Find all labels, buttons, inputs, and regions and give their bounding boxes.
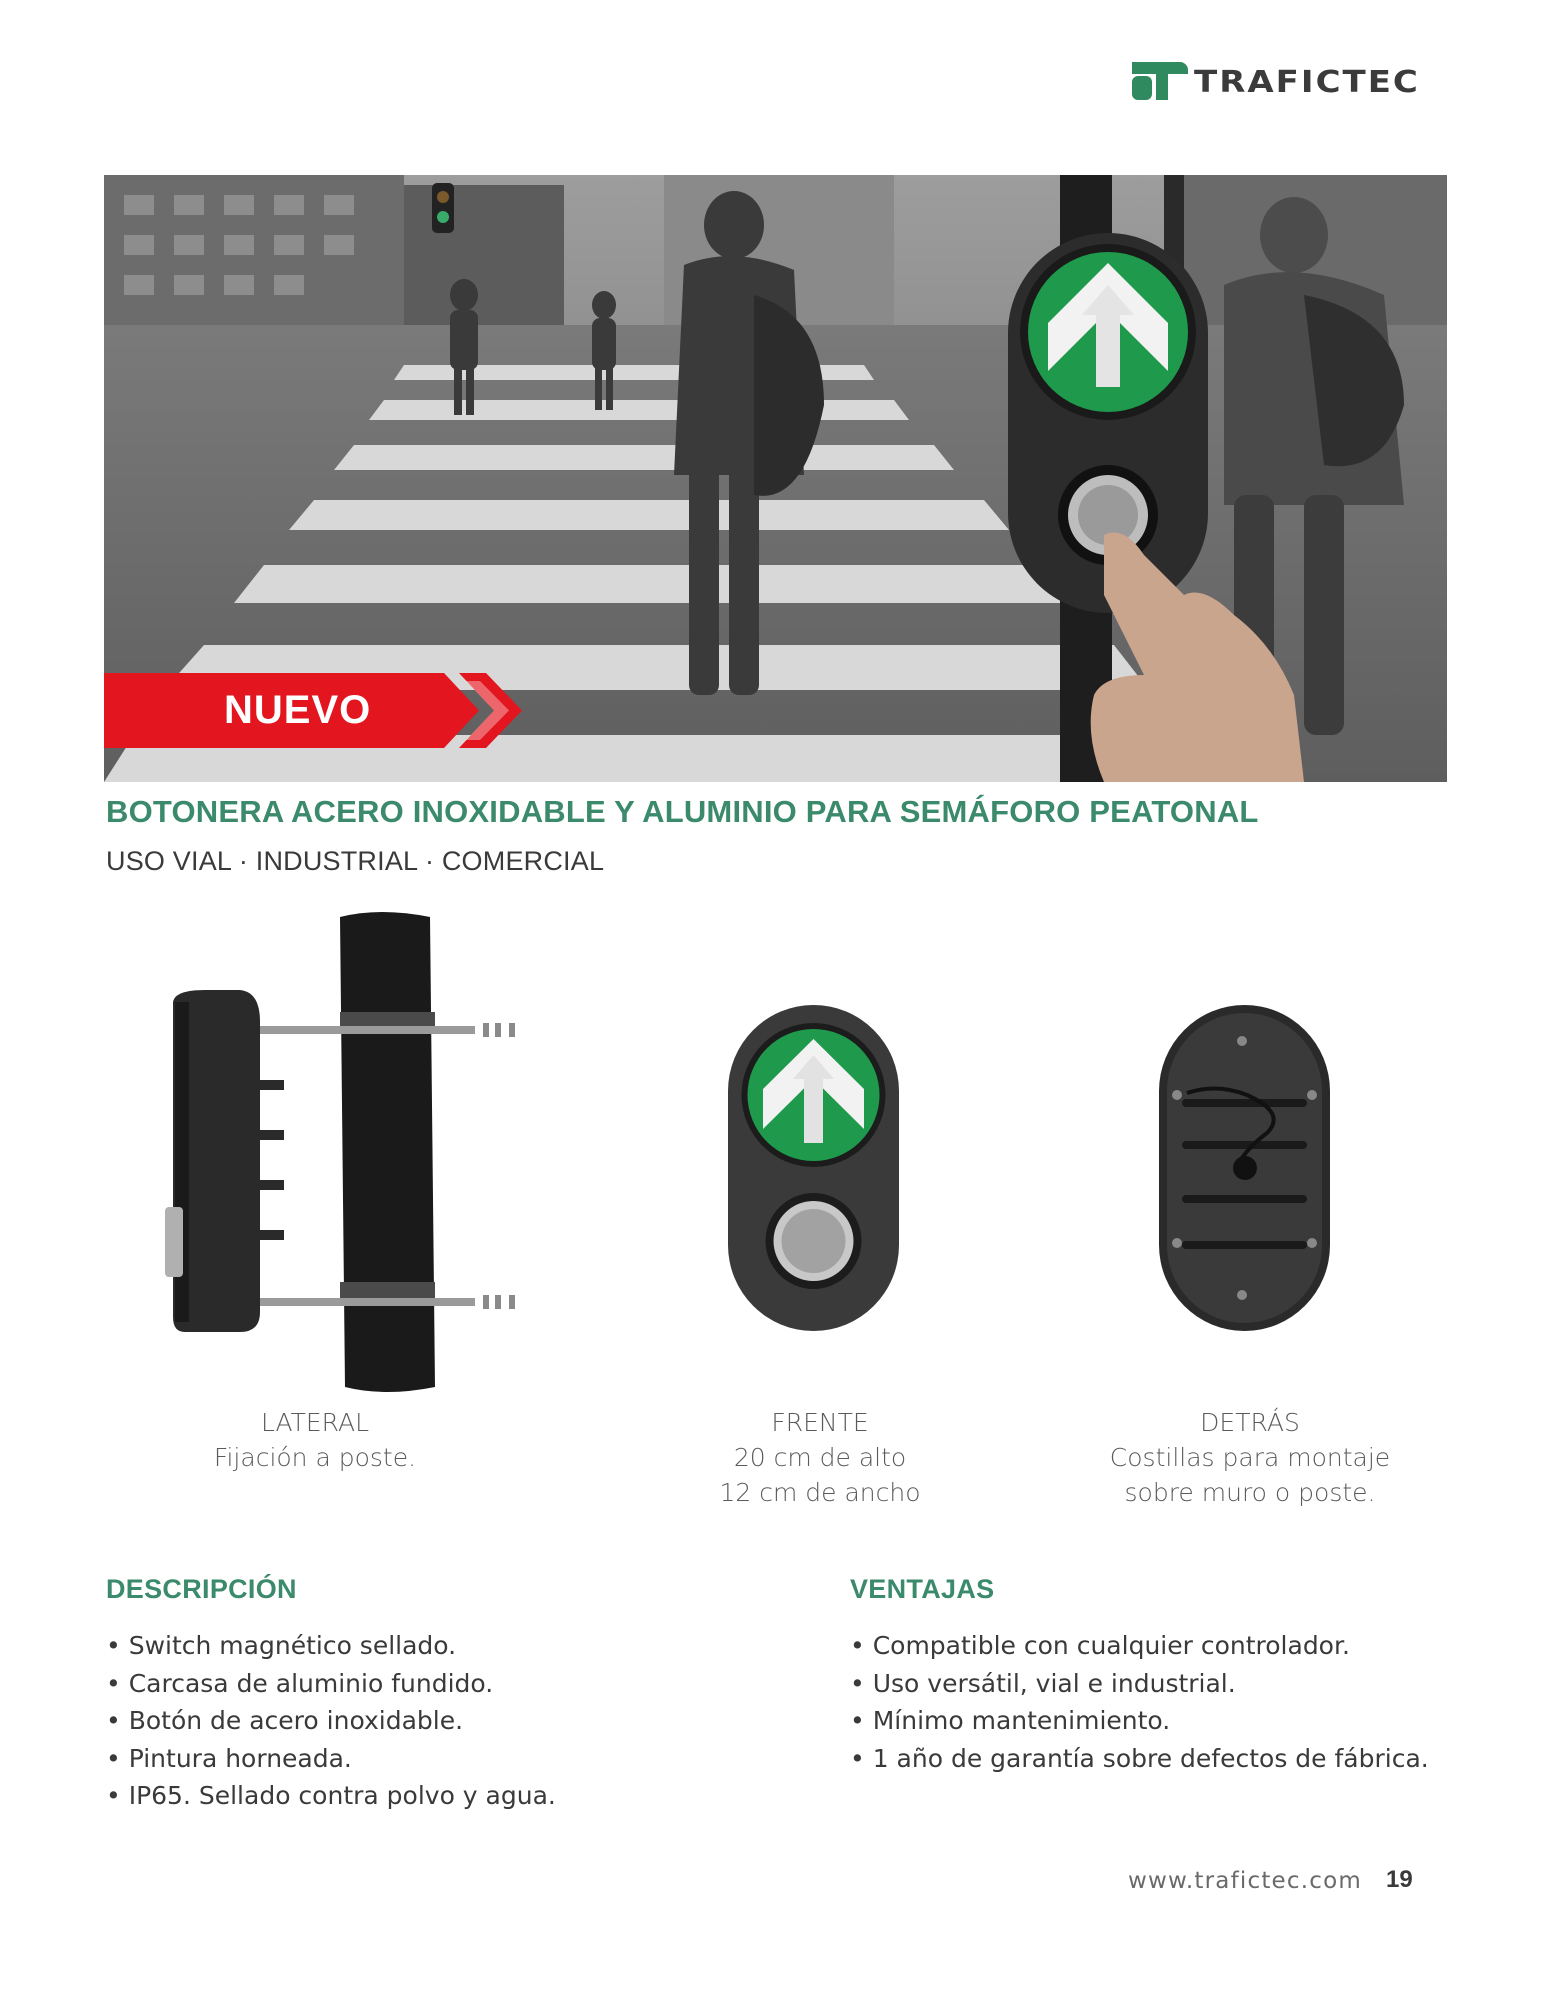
list-item: • Pintura horneada. [106, 1740, 556, 1778]
list-item: • Carcasa de aluminio fundido. [106, 1665, 556, 1703]
view-caption-front [655, 1405, 985, 1510]
back-view-image [1157, 1003, 1332, 1333]
footer-url[interactable]: www.trafictec.com [1128, 1868, 1362, 1894]
list-item: • Uso versátil, vial e industrial. [850, 1665, 1429, 1703]
new-badge-label: NUEVO [224, 688, 372, 732]
ventajas-heading: VENTAJAS [850, 1574, 995, 1604]
descripcion-heading: DESCRIPCIÓN [106, 1574, 297, 1604]
view-label: LATERAL [260, 1408, 370, 1437]
view-description: 12 cm de ancho [719, 1478, 921, 1507]
brand-name: TRAFICTEC [1194, 64, 1420, 100]
descripcion-list [106, 1627, 556, 1815]
front-view-image [726, 1003, 901, 1333]
product-subtitle: USO VIAL · INDUSTRIAL · COMERCIAL [106, 846, 605, 876]
ventajas-list [850, 1627, 1429, 1777]
page-number: 19 [1386, 1866, 1413, 1893]
trafictec-logo-icon [1128, 56, 1192, 106]
list-item: • Mínimo mantenimiento. [850, 1702, 1429, 1740]
list-item: • Compatible con cualquier controlador. [850, 1627, 1429, 1665]
view-caption-back [1085, 1405, 1415, 1510]
view-description: 20 cm de alto [733, 1443, 907, 1472]
lateral-view-image [165, 912, 535, 1392]
list-item: • Botón de acero inoxidable. [106, 1702, 556, 1740]
list-item: • IP65. Sellado contra polvo y agua. [106, 1777, 556, 1815]
new-badge [104, 673, 524, 748]
view-label: DETRÁS [1200, 1408, 1300, 1437]
view-description: Fijación a poste. [213, 1443, 417, 1472]
view-description: Costillas para montaje [1109, 1443, 1391, 1472]
view-description: sobre muro o poste. [1124, 1478, 1376, 1507]
brand-logo [1128, 56, 1418, 106]
view-label: FRENTE [771, 1408, 869, 1437]
list-item: • Switch magnético sellado. [106, 1627, 556, 1665]
product-title: BOTONERA ACERO INOXIDABLE Y ALUMINIO PARA SEMÁFORO PEATONAL [106, 794, 1259, 829]
view-caption-lateral [150, 1405, 480, 1475]
list-item: • 1 año de garantía sobre defectos de fábrica. [850, 1740, 1429, 1778]
